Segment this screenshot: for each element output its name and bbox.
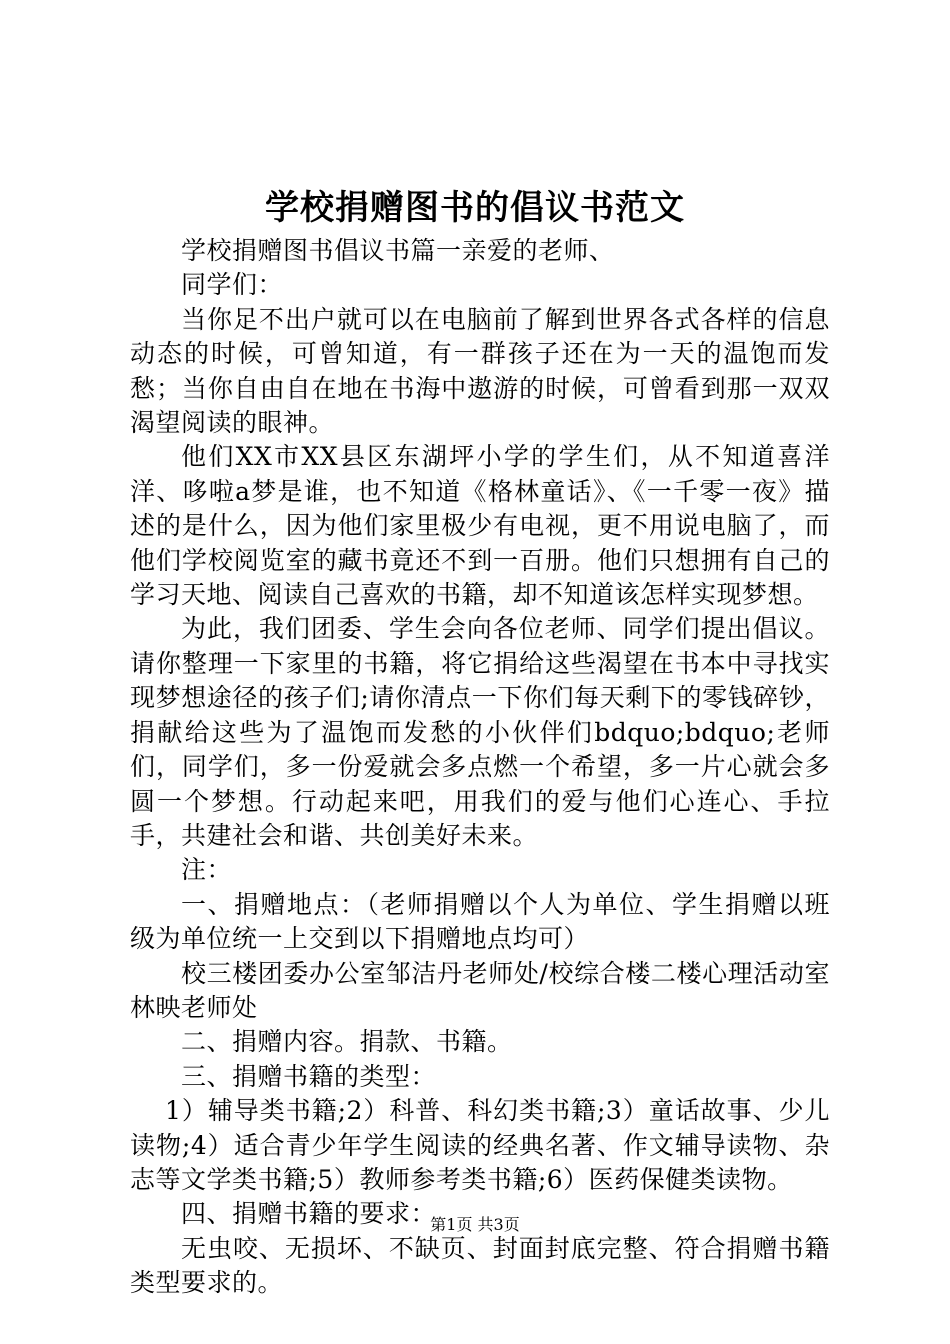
document-title: 学校捐赠图书的倡议书范文: [265, 188, 685, 228]
document-body: [130, 234, 830, 1301]
paragraph-donation-location: 一、捐赠地点：（老师捐赠以个人为单位、学生捐赠以班级为单位统一上交到以下捐赠地点均可）: [130, 889, 830, 954]
paragraph-proposal: 为此，我们团委、学生会向各位老师、同学们提出倡议。请你整理一下家里的书籍，将它捐给这些渴望在书本中寻找实现梦想途径的孩子们;请你清点一下你们每天剩下的零钱碎钞，捐献给这些为了温饱而发愁的小伙伴们bdquo;bdquo;老师们，同学们，多一份爱就会多点燃一个希望，多一片心就会多圆一个梦想。行动起来吧，用我们的爱与他们心连心、手拉手，共建社会和谐、共创美好未来。: [130, 614, 830, 850]
paragraph-requirements-heading: 四、捐赠书籍的要求：: [181, 1199, 437, 1229]
paragraph-donation-content: 二、捐赠内容。捐款、书籍。: [181, 1027, 513, 1057]
paragraph-note-heading: 注：: [181, 855, 233, 885]
paragraph-salutation-2: 同学们：: [181, 270, 284, 300]
paragraph-students: 他们XX市XX县区东湖坪小学的学生们，从不知道喜洋洋、哆啦a梦是谁，也不知道《格林童话》、《一千零一夜》描述的是什么，因为他们家里极少有电视，更不用说电脑了，而他们学校阅览室的藏书竟还不到一百册。他们只想拥有自己的学习天地、阅读自己喜欢的书籍，却不知道该怎样实现梦想。: [130, 442, 830, 610]
paragraph-location-detail: 校三楼团委办公室邹洁丹老师处/校综合楼二楼心理活动室林映老师处: [130, 958, 830, 1022]
paragraph-requirements: 无虫咬、无损坏、不缺页、封面封底完整、符合捐赠书籍类型要求的。: [130, 1233, 830, 1298]
paragraph-salutation-1: 学校捐赠图书倡议书篇一亲爱的老师、: [181, 236, 615, 265]
paragraph-intro: 当你足不出户就可以在电脑前了解到世界各式各样的信息动态的时候，可曾知道，有一群孩子还在为一天的温饱而发愁；当你自由自在地在书海中遨游的时候，可曾看到那一双双渴望阅读的眼神。: [130, 304, 830, 438]
paragraph-book-types-list: 1）辅导类书籍;2）科普、科幻类书籍;3）童话故事、少儿读物;4）适合青少年学生阅读的经典名著、作文辅导读物、杂志等文学类书籍;5）教师参考类书籍;6）医药保健类读物。: [130, 1096, 830, 1194]
page-number: 第1页 共3页: [430, 1215, 520, 1234]
paragraph-book-types-heading: 三、捐赠书籍的类型：: [181, 1061, 437, 1091]
